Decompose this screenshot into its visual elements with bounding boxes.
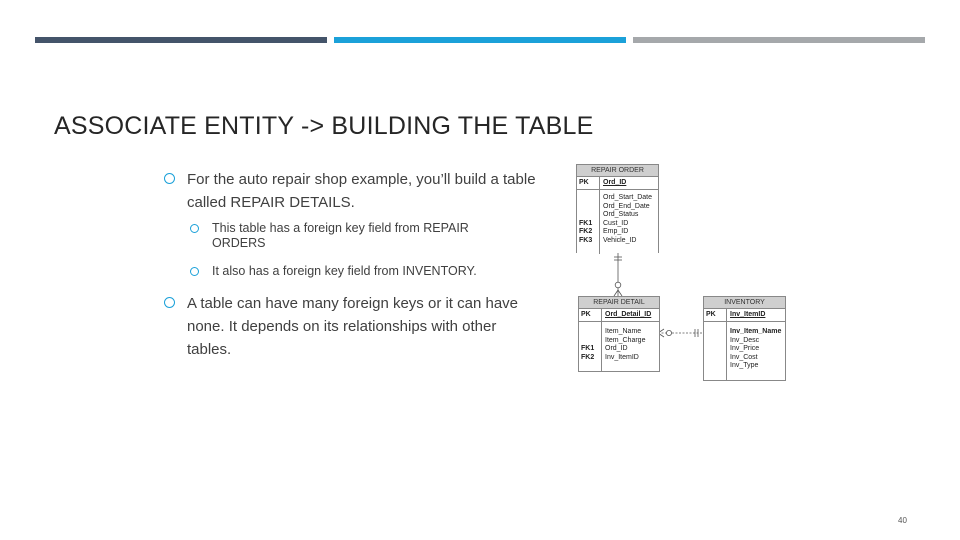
sub-bullet-2-text: It also has a foreign key field from INVENTORY.: [212, 264, 477, 278]
bullet-circle-icon: [190, 267, 199, 276]
attr-field: Inv_Item_Name: [730, 328, 782, 335]
entity-name: REPAIR ORDER: [577, 165, 658, 177]
accent-bar-dark: [35, 37, 327, 43]
bullet-2: [164, 292, 544, 361]
attr-field: Emp_ID: [603, 228, 629, 235]
accent-bar-gray: [633, 37, 925, 43]
sub-bullet-1-text: This table has a foreign key field from REPAIR ORDERS: [212, 221, 469, 250]
attr-field: Ord_End_Date: [603, 202, 650, 210]
bullet-1: [164, 168, 544, 214]
sub-bullet-1: [190, 221, 520, 251]
attr-key: FK1: [579, 219, 593, 227]
pk-label: PK: [581, 311, 591, 318]
attr-field: Inv_Type: [730, 362, 759, 369]
attr-field: Ord_Status: [603, 211, 639, 218]
entity-inventory: [703, 296, 786, 381]
attr-key: [579, 194, 599, 203]
entity-name: REPAIR DETAIL: [579, 297, 659, 309]
attr-key: [579, 211, 599, 220]
bullet-circle-icon: [190, 224, 199, 233]
pk-field: Inv_ItemID: [730, 311, 766, 318]
attr-key: FK1: [581, 345, 595, 352]
attr-field: Ord_Start_Date: [603, 194, 653, 201]
attr-field: Ord_ID: [605, 345, 628, 352]
pk-field: Ord_Detail_ID: [605, 311, 652, 318]
attr-key: FK2: [579, 228, 593, 235]
attr-field: Inv_Desc: [730, 336, 760, 344]
attr-field: Inv_Price: [730, 345, 760, 352]
attr-field: Inv_Cost: [730, 353, 758, 361]
attr-key: [581, 337, 601, 346]
attr-field: Item_Name: [605, 328, 642, 335]
bullet-circle-icon: [164, 297, 175, 308]
sub-bullet-2: [190, 264, 530, 279]
slide-title: ASSOCIATE ENTITY -> BUILDING THE TABLE: [54, 112, 594, 140]
bullet-2-text: A table can have many foreign keys or it can have none. It depends on its relationships with other tables.: [187, 295, 519, 358]
pk-field: Ord_ID: [603, 179, 627, 186]
page-number: 40: [898, 516, 907, 525]
attr-key: [579, 203, 599, 212]
entity-name: INVENTORY: [704, 297, 785, 309]
accent-bar-blue: [334, 37, 626, 43]
pk-label: PK: [579, 179, 589, 186]
entity-repair-detail: [578, 296, 660, 372]
bullet-1-text: For the auto repair shop example, you’ll build a table called REPAIR DETAILS.: [187, 171, 536, 211]
bullet-circle-icon: [164, 173, 175, 184]
pk-label: PK: [706, 311, 716, 318]
attr-key: FK2: [581, 353, 595, 361]
attr-field: Item_Charge: [605, 336, 646, 344]
attr-field: Inv_ItemID: [605, 353, 639, 361]
attr-field: Cust_ID: [603, 219, 629, 227]
attr-key: [706, 328, 726, 337]
attr-field: Vehicle_ID: [603, 236, 637, 244]
entity-repair-order: [576, 164, 659, 253]
er-diagram: [570, 160, 800, 385]
attr-key: FK3: [579, 236, 593, 244]
attr-key: [581, 328, 601, 337]
